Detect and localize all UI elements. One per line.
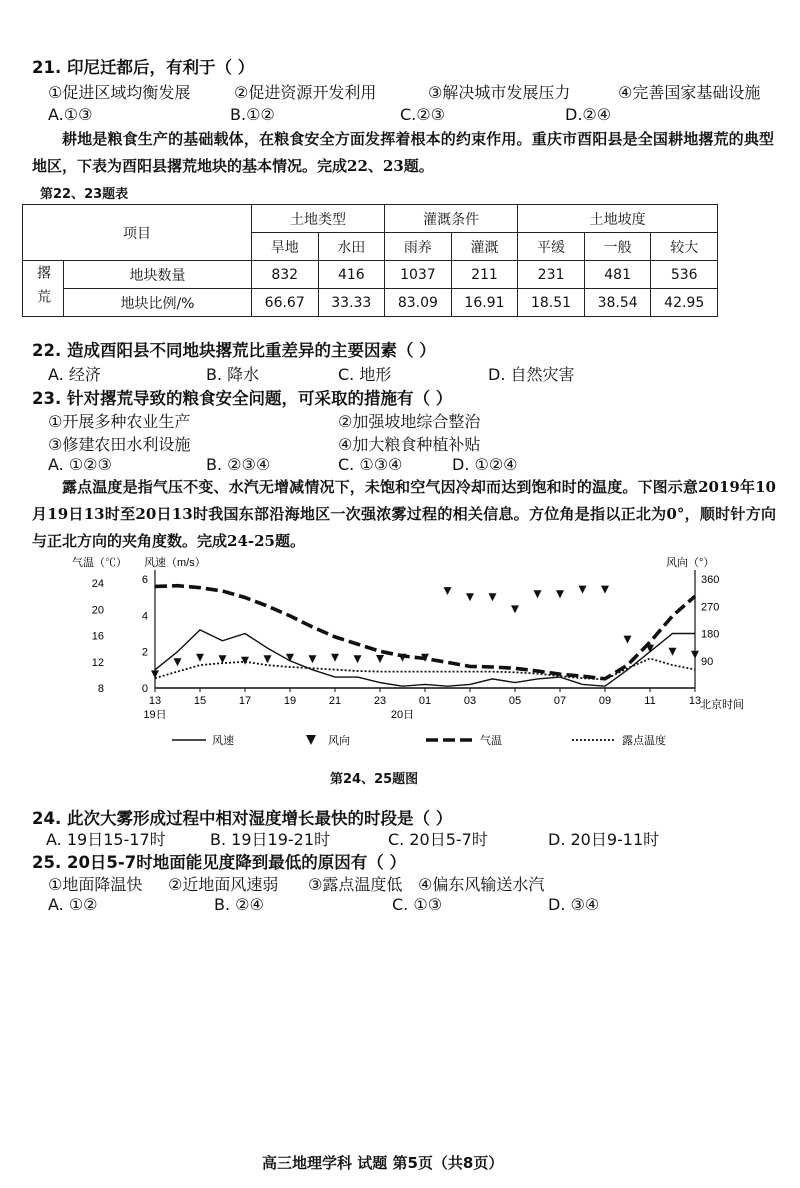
legend-label-dew-point: 露点温度: [622, 735, 666, 747]
wind-direction-marker: [579, 586, 587, 594]
wind-direction-marker: [264, 655, 272, 663]
temperature-tick-label: 16: [91, 630, 104, 643]
q22-option-c[interactable]: C. 地形: [338, 365, 392, 384]
wind-speed-axis-label: 风速（m/s）: [144, 557, 206, 569]
wind-direction-marker: [354, 655, 362, 663]
q25-option-b[interactable]: B. ②④: [214, 895, 264, 914]
day-label: 20日: [390, 709, 415, 721]
wind-speed-tick-label: 4: [141, 610, 148, 623]
x-tick-label: 11: [644, 695, 656, 707]
q25-item-4: ④偏东风输送水汽: [418, 875, 545, 894]
x-tick-label: 15: [193, 695, 207, 707]
q25-item-1: ①地面降温快: [48, 875, 143, 894]
wind-direction-marker: [174, 658, 182, 666]
x-tick-label: 01: [418, 695, 432, 707]
table-cell: 536: [651, 261, 718, 289]
q25-option-a[interactable]: A. ①②: [48, 895, 98, 914]
q21-item-1: ①促进区域均衡发展: [48, 83, 191, 102]
wind-direction-marker: [691, 651, 699, 659]
q25-option-c[interactable]: C. ①③: [392, 895, 443, 914]
x-tick-label: 21: [328, 695, 342, 707]
q23-item-2: ②加强坡地综合整治: [338, 412, 481, 431]
x-tick-label: 07: [553, 695, 567, 707]
table-item-header: 项目: [23, 205, 252, 261]
wind-direction-tick-label: 90: [701, 655, 714, 668]
wind-direction-tick-label: 180: [701, 628, 720, 641]
page-footer: 高三地理学科 试题 第5页（共8页）: [262, 1154, 504, 1172]
q21-option-b[interactable]: B.①②: [230, 105, 275, 124]
temperature-tick-label: 8: [97, 683, 104, 695]
wind-direction-axis-label: 风向（°）: [666, 557, 715, 569]
temperature-axis-label: 气温（℃）: [72, 557, 127, 569]
x-tick-label: 09: [598, 695, 612, 707]
x-tick-label: 05: [508, 695, 522, 707]
legend-label-air-temperature: 气温: [480, 735, 502, 747]
wind-direction-marker: [489, 593, 497, 601]
table-group-irrigation: 灌溉条件: [385, 205, 518, 233]
q21-item-2: ②促进资源开发利用: [234, 83, 377, 102]
x-tick-label: 13: [688, 695, 702, 707]
wind-direction-marker: [669, 648, 677, 656]
q25-option-d[interactable]: D. ③④: [548, 895, 600, 914]
q24-option-d[interactable]: D. 20日9-11时: [548, 830, 660, 849]
table-row-group-label: 撂荒: [23, 261, 64, 317]
x-tick-label: 23: [373, 695, 387, 707]
table-cell: 481: [584, 261, 651, 289]
q24-option-c[interactable]: C. 20日5-7时: [388, 830, 488, 849]
table-subheader: 雨养: [385, 233, 452, 261]
fog-process-chart: [60, 548, 780, 758]
table-subheader: 较大: [651, 233, 718, 261]
q23-stem: 23. 针对撂荒导致的粮食安全问题，可采取的措施有（ ）: [32, 389, 453, 408]
table-cell: 231: [518, 261, 585, 289]
wind-direction-tick-label: 360: [701, 574, 720, 587]
q22-stem: 22. 造成酉阳县不同地块撂荒比重差异的主要因素（ ）: [32, 341, 436, 360]
legend-label-wind-direction: 风向: [328, 735, 350, 747]
wind-direction-marker: [151, 670, 159, 678]
table-cell: 1037: [385, 261, 452, 289]
x-tick-label: 03: [463, 695, 477, 707]
table-cell: 18.51: [518, 289, 585, 317]
q23-item-4: ④加大粮食种植补贴: [338, 435, 481, 454]
q23-option-c[interactable]: C. ①③④: [338, 455, 403, 474]
q21-option-c[interactable]: C.②③: [400, 105, 445, 124]
wind-direction-marker: [376, 655, 384, 663]
wind-direction-marker: [241, 657, 249, 665]
table-group-slope: 土地坡度: [518, 205, 718, 233]
q21-stem: 21. 印尼迁都后，有利于（ ）: [32, 58, 255, 77]
wind-direction-tick-label: 270: [701, 601, 720, 614]
wind-speed-tick-label: 2: [141, 646, 148, 659]
table-cell: 211: [451, 261, 518, 289]
x-tick-label: 17: [238, 695, 252, 707]
table-cell: 416: [318, 261, 385, 289]
q21-item-3: ③解决城市发展压力: [428, 83, 571, 102]
temperature-tick-label: 20: [91, 604, 104, 617]
q21-option-d[interactable]: D.②④: [565, 105, 612, 124]
table-subheader: 灌溉: [451, 233, 518, 261]
table-cell: 832: [251, 261, 318, 289]
q25-item-3: ③露点温度低: [308, 875, 403, 894]
intro-paragraph-1: 耕地是粮食生产的基础载体，在粮食安全方面发挥着根本的约束作用。重庆市酉阳县是全国耕地撂荒的典型地区，下表为酉阳县撂荒地块的基本情况。完成22、23题。: [32, 130, 774, 175]
table-subheader: 水田: [318, 233, 385, 261]
table-cell: 33.33: [318, 289, 385, 317]
q21-option-a[interactable]: A.①③: [48, 105, 93, 124]
abandoned-land-table: [22, 204, 718, 317]
table-subheader: 平缓: [518, 233, 585, 261]
table-subheader: 一般: [584, 233, 651, 261]
q25-item-2: ②近地面风速弱: [168, 875, 279, 894]
q24-stem: 24. 此次大雾形成过程中相对湿度增长最快的时段是（ ）: [32, 809, 453, 828]
temperature-tick-label: 24: [91, 578, 104, 591]
air-temperature-line: [155, 586, 695, 679]
table-cell: 16.91: [451, 289, 518, 317]
q21-item-4: ④完善国家基础设施: [618, 83, 761, 102]
q23-option-d[interactable]: D. ①②④: [452, 455, 518, 474]
q24-option-a[interactable]: A. 19日15-17时: [46, 830, 166, 849]
wind-speed-tick-label: 0: [141, 683, 148, 695]
wind-direction-marker: [309, 655, 317, 663]
wind-direction-marker: [444, 587, 452, 595]
wind-direction-marker: [331, 654, 339, 662]
table-row-label: 地块比例/%: [64, 289, 252, 317]
x-tick-label: 19: [283, 695, 297, 707]
wind-direction-marker: [624, 636, 632, 644]
table-row-label: 地块数量: [64, 261, 252, 289]
q23-item-3: ③修建农田水利设施: [48, 435, 191, 454]
wind-direction-marker: [511, 605, 519, 613]
table-cell: 38.54: [584, 289, 651, 317]
wind-direction-marker: [286, 654, 294, 662]
wind-speed-tick-label: 6: [141, 574, 148, 587]
intro-paragraph-2: 露点温度是指气压不变、水汽无增减情况下，未饱和空气因冷却而达到饱和时的温度。下图示意2019年10月19日13时至20日13时我国东部沿海地区一次强浓雾过程的相关信息。方位角是指以正北为0°，顺时针方向与正北方向的夹角度数。完成24-25题。: [32, 478, 776, 550]
table-caption: 第22、23题表: [40, 187, 129, 202]
table-group-land-type: 土地类型: [251, 205, 384, 233]
day-label: 19日: [143, 709, 167, 721]
q22-option-b[interactable]: B. 降水: [206, 365, 260, 384]
q22-option-a[interactable]: A. 经济: [48, 365, 101, 384]
temperature-tick-label: 12: [91, 656, 104, 669]
q22-option-d[interactable]: D. 自然灾害: [488, 365, 575, 384]
table-cell: 42.95: [651, 289, 718, 317]
table-subheader: 旱地: [251, 233, 318, 261]
chart-caption: 第24、25题图: [330, 772, 419, 787]
wind-direction-marker: [601, 586, 609, 594]
table-cell: 66.67: [251, 289, 318, 317]
wind-direction-marker: [196, 654, 204, 662]
q23-option-b[interactable]: B. ②③④: [206, 455, 271, 474]
wind-direction-marker: [534, 590, 542, 598]
q23-item-1: ①开展多种农业生产: [48, 412, 191, 431]
legend-swatch-wind-direction: [306, 735, 316, 745]
q25-stem: 25. 20日5-7时地面能见度降到最低的原因有（ ）: [32, 853, 406, 872]
wind-direction-marker: [556, 590, 564, 598]
q24-option-b[interactable]: B. 19日19-21时: [210, 830, 331, 849]
time-axis-label: 北京时间: [700, 699, 744, 711]
wind-direction-marker: [466, 593, 474, 601]
table-cell: 83.09: [385, 289, 452, 317]
q23-option-a[interactable]: A. ①②③: [48, 455, 112, 474]
x-tick-label: 13: [148, 695, 162, 707]
legend-label-wind-speed: 风速: [212, 735, 234, 747]
